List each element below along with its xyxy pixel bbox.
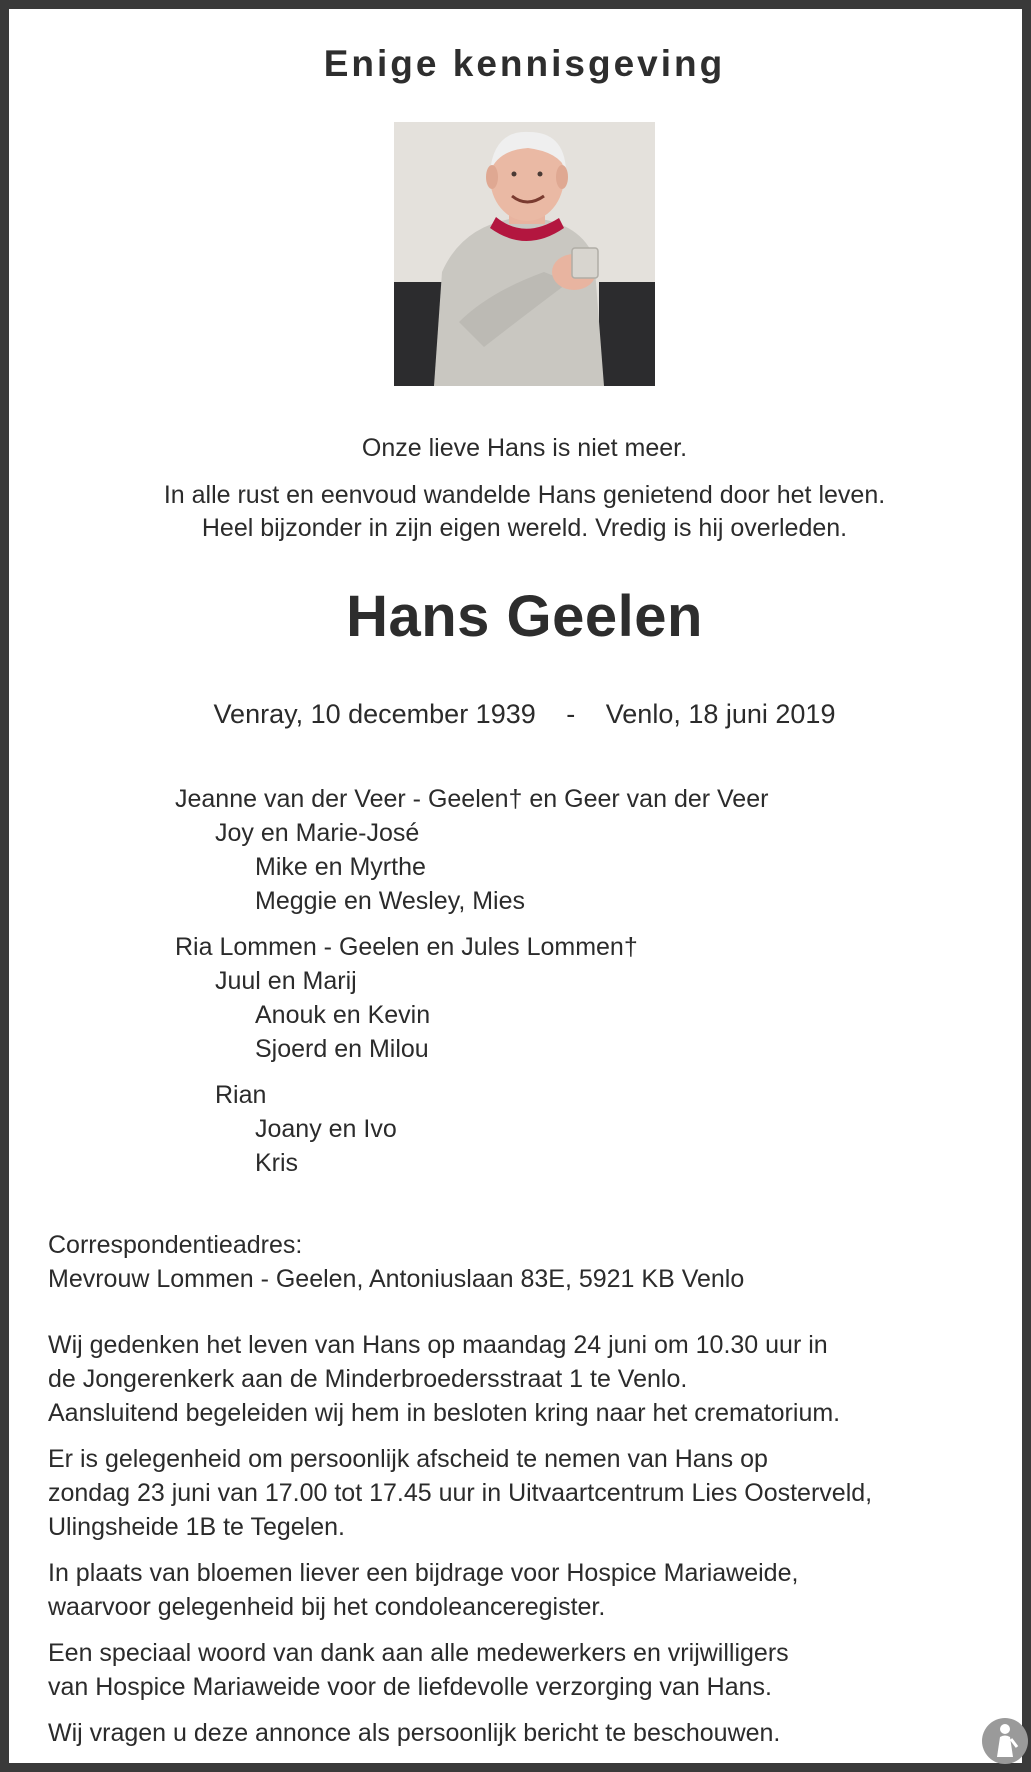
date-separator: - bbox=[566, 699, 576, 729]
correspondence-label: Correspondentieadres: bbox=[48, 1231, 303, 1259]
portrait-illustration bbox=[394, 122, 655, 386]
intro-line-3: Heel bijzonder in zijn eigen wereld. Vredig is hij overleden. bbox=[201, 514, 848, 542]
family-line: Rian bbox=[215, 1081, 267, 1109]
family-line: Mike en Myrthe bbox=[255, 853, 426, 881]
farewell-line: zondag 23 juni van 17.00 tot 17.45 uur in Uitvaartcentrum Lies Oosterveld, bbox=[48, 1479, 873, 1507]
life-dates bbox=[9, 699, 1031, 730]
farewell-line: Ulingsheide 1B te Tegelen. bbox=[48, 1513, 345, 1541]
family-line: Jeanne van der Veer - Geelen† en Geer van der Veer bbox=[175, 785, 769, 813]
portrait-photo bbox=[394, 122, 655, 386]
flowers-line: In plaats van bloemen liever een bijdrage voor Hospice Mariaweide, bbox=[48, 1559, 799, 1587]
death-date: Venlo, 18 juni 2019 bbox=[605, 699, 836, 729]
memorial-line: Aansluitend begeleiden wij hem in besloten kring naar het crematorium. bbox=[48, 1399, 841, 1427]
correspondence-address: Mevrouw Lommen - Geelen, Antoniuslaan 83E, 5921 KB Venlo bbox=[48, 1265, 745, 1293]
thanks-line: Een speciaal woord van dank aan alle medewerkers en vrijwilligers bbox=[48, 1639, 789, 1667]
family-line: Meggie en Wesley, Mies bbox=[255, 887, 526, 915]
family-line: Ria Lommen - Geelen en Jules Lommen† bbox=[175, 933, 638, 961]
family-line: Anouk en Kevin bbox=[255, 1001, 431, 1029]
family-line: Juul en Marij bbox=[215, 967, 357, 995]
birth-date: Venray, 10 december 1939 bbox=[213, 699, 536, 729]
memorial-line: de Jongerenkerk aan de Minderbroedersstraat 1 te Venlo. bbox=[48, 1365, 688, 1393]
flowers-line: waarvoor gelegenheid bij het condoleanceregister. bbox=[48, 1593, 606, 1621]
intro-line-1: Onze lieve Hans is niet meer. bbox=[361, 434, 688, 462]
closing-line: Wij vragen u deze annonce als persoonlijk bericht te beschouwen. bbox=[48, 1719, 781, 1747]
farewell-line: Er is gelegenheid om persoonlijk afscheid te nemen van Hans op bbox=[48, 1445, 768, 1473]
family-line: Joy en Marie-José bbox=[215, 819, 420, 847]
memorial-line: Wij gedenken het leven van Hans op maandag 24 juni om 10.30 uur in bbox=[48, 1331, 828, 1359]
family-line: Joany en Ivo bbox=[255, 1115, 397, 1143]
publisher-logo-icon bbox=[981, 1717, 1029, 1765]
notice-heading: Enige kennisgeving bbox=[323, 43, 726, 84]
thanks-line: van Hospice Mariaweide voor de liefdevolle verzorging van Hans. bbox=[48, 1673, 772, 1701]
family-line: Kris bbox=[255, 1149, 299, 1177]
intro-line-2: In alle rust en eenvoud wandelde Hans genietend door het leven. bbox=[163, 481, 886, 509]
family-line: Sjoerd en Milou bbox=[255, 1035, 429, 1063]
deceased-name: Hans Geelen bbox=[346, 584, 703, 649]
